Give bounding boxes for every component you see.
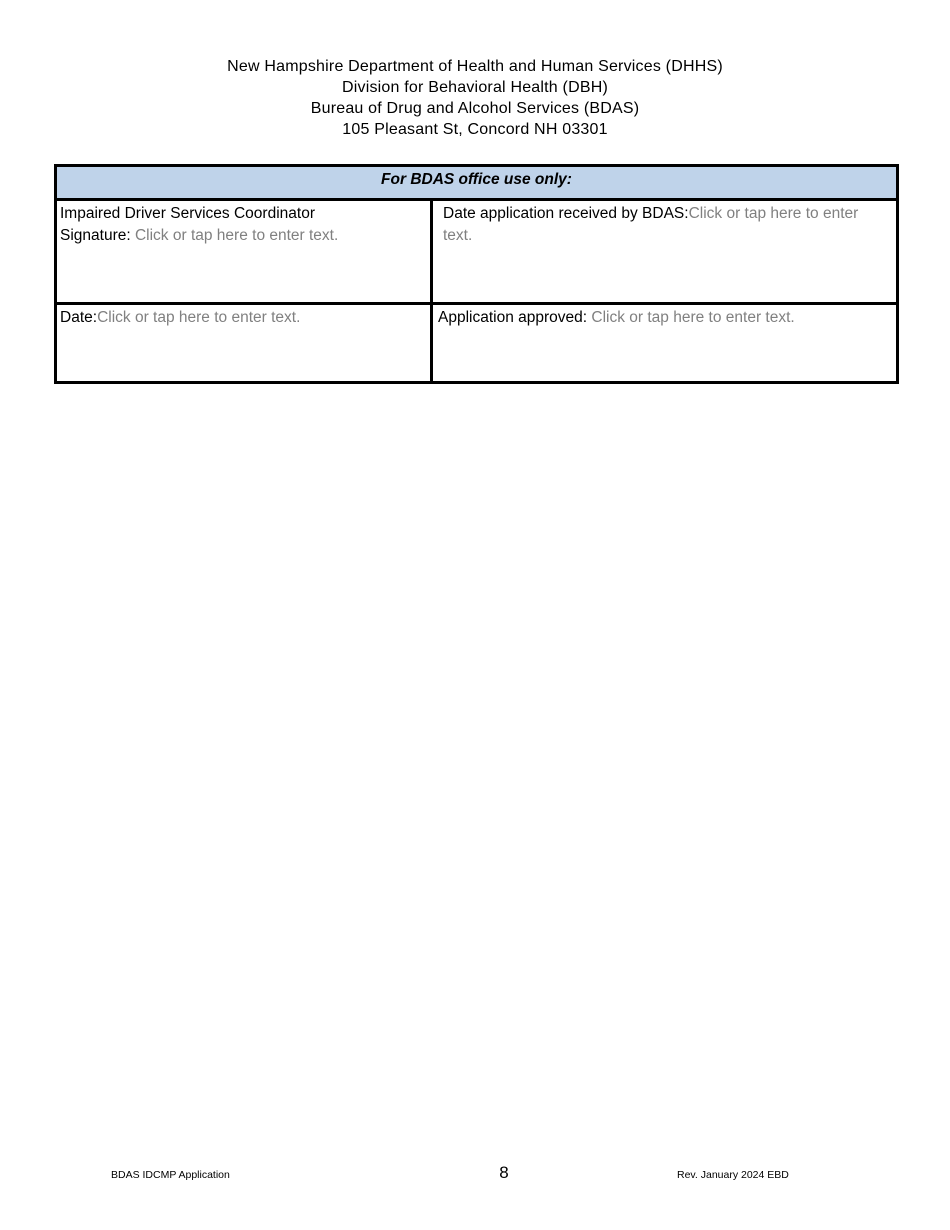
signature-label: Signature:: [60, 227, 131, 244]
letterhead-bureau: Bureau of Drug and Alcohol Services (BDAS): [310, 100, 640, 117]
page-number: 8: [499, 1163, 509, 1182]
letterhead: [0, 56, 950, 140]
date-received-cell: [432, 200, 898, 304]
letterhead-department: New Hampshire Department of Health and Human Services (DHHS): [227, 58, 723, 75]
office-use-table: [54, 164, 899, 384]
letterhead-address: 105 Pleasant St, Concord NH 03301: [342, 121, 608, 138]
coordinator-title-label: Impaired Driver Services Coordinator: [60, 205, 315, 222]
signature-field[interactable]: Click or tap here to enter text.: [130, 227, 339, 244]
coordinator-signature-cell: [56, 200, 432, 304]
footer-document-name: BDAS IDCMP Application: [111, 1169, 230, 1181]
application-approved-cell: [432, 304, 898, 383]
application-approved-label: Application approved:: [438, 309, 588, 326]
application-approved-field[interactable]: Click or tap here to enter text.: [587, 309, 795, 326]
letterhead-division: Division for Behavioral Health (DBH): [342, 79, 608, 96]
date-received-label: Date application received by BDAS:: [443, 205, 689, 222]
date-field[interactable]: Click or tap here to enter text.: [97, 309, 301, 326]
date-cell: [56, 304, 432, 383]
date-received-field[interactable]: Click or tap here to enter text.: [443, 205, 859, 244]
footer-revision: Rev. January 2024 EBD: [677, 1169, 789, 1181]
office-use-header: For BDAS office use only:: [56, 166, 898, 200]
date-label: Date:: [60, 309, 98, 326]
